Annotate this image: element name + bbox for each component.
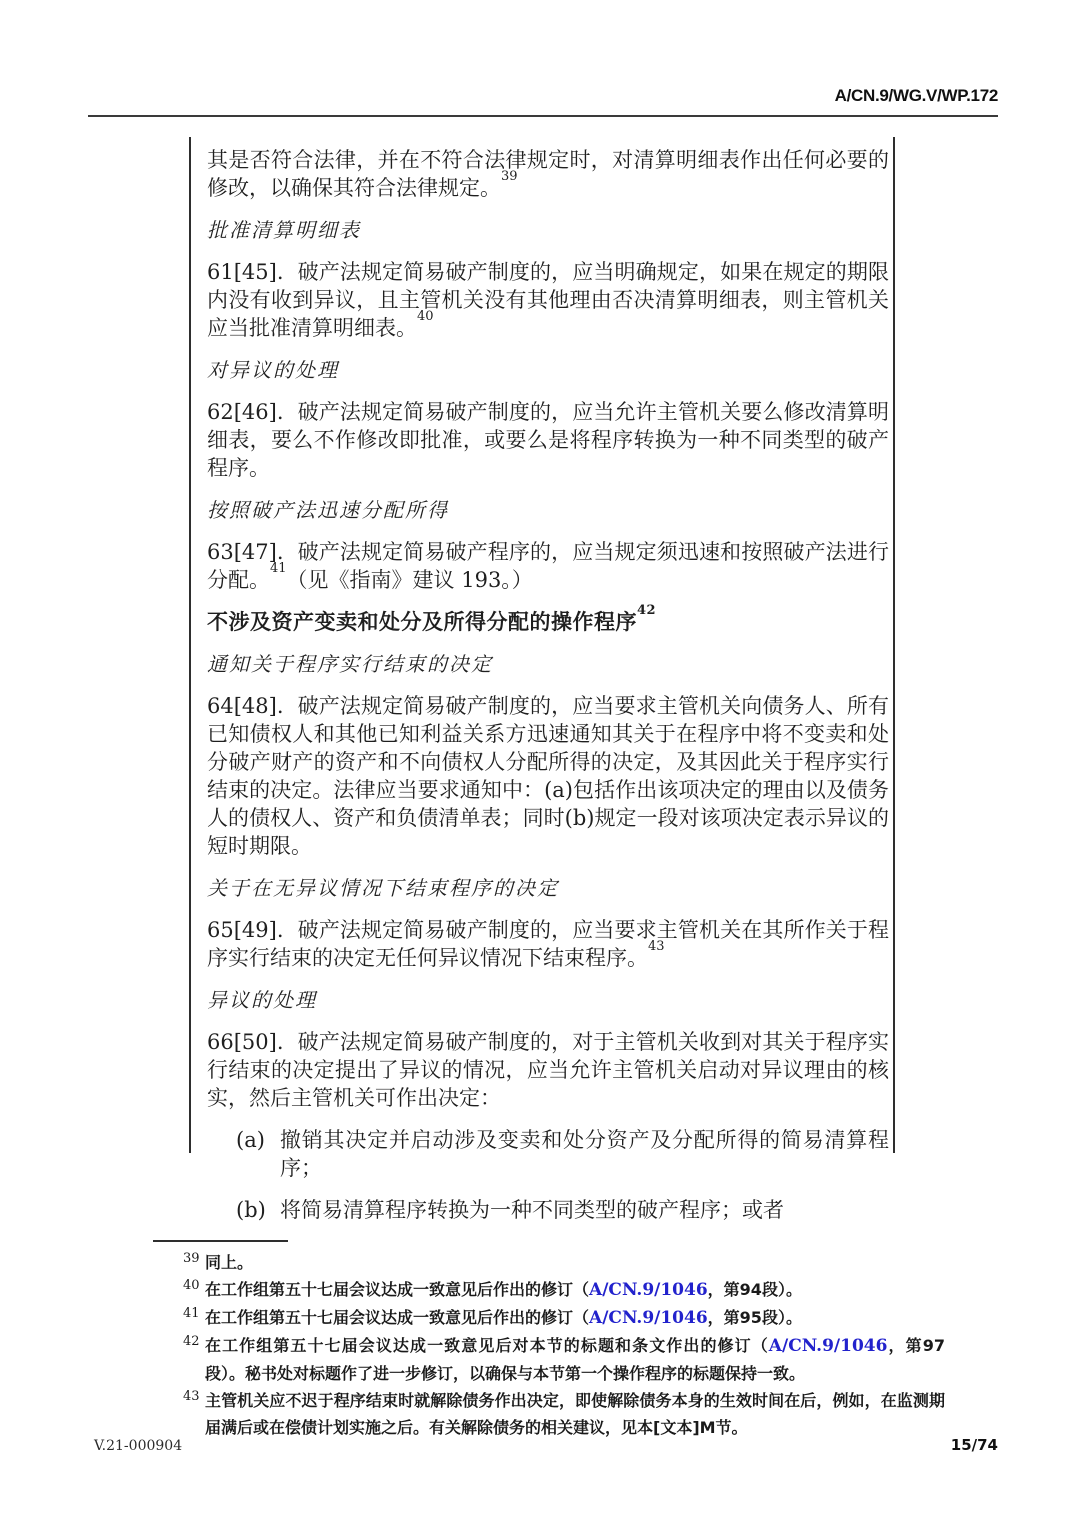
footnote-number: 39	[183, 1251, 200, 1266]
paragraph-number: 62[46].	[207, 400, 284, 424]
footnote	[183, 1332, 945, 1387]
document-link[interactable]: A/CN.9/1046	[768, 1336, 888, 1356]
text-run: 在工作组第五十七届会议达成一致意见后对本节的标题和条文作出的修订（	[205, 1336, 769, 1355]
paragraph-number: 64[48].	[207, 694, 284, 718]
section-heading	[207, 874, 889, 902]
footnote-ref: 43	[648, 939, 665, 954]
footnote-ref: 39	[501, 169, 518, 184]
paragraph	[207, 916, 889, 972]
paragraph	[207, 146, 889, 202]
paragraph	[207, 258, 889, 342]
paragraph	[207, 1028, 889, 1112]
footnote-ref: 41	[270, 561, 287, 576]
body-frame	[189, 137, 895, 1222]
footnote	[183, 1249, 945, 1276]
text-run: 破产法规定简易破产程序的，应当规定须迅速和按照破产法进行分配。	[207, 540, 889, 592]
section-heading	[207, 650, 889, 678]
paragraph	[207, 538, 889, 594]
footnote-number: 42	[183, 1334, 200, 1349]
text-run: 在工作组第五十七届会议达成一致意见后作出的修订（	[205, 1280, 590, 1299]
text-run: ，第94段）。	[707, 1280, 802, 1299]
footnote	[183, 1276, 945, 1304]
footnote-ref: 42	[637, 603, 657, 618]
text-run: 按照破产法迅速分配所得	[207, 498, 449, 522]
list-item	[207, 1126, 889, 1182]
paragraph	[207, 692, 889, 860]
text-run: 破产法规定简易破产制度的，应当允许主管机关要么修改清算明细表，要么不作修改即批准，或要么是将程序转换为一种不同类型的破产程序。	[207, 400, 889, 480]
footnote	[183, 1304, 945, 1332]
document-link[interactable]: A/CN.9/1046	[589, 1308, 708, 1328]
text-run: 异议的处理	[207, 988, 317, 1012]
text-run: 撤销其决定并启动涉及变卖和处分资产及分配所得的简易清算程序；	[280, 1128, 889, 1180]
text-run: 不涉及资产变卖和处分及所得分配的操作程序	[207, 609, 637, 634]
paragraph-number: 63[47].	[207, 540, 284, 564]
footnotes-list	[183, 1249, 945, 1441]
text-run: 破产法规定简易破产制度的，应当要求主管机关向债务人、所有已知债权人和其他已知利益关系方迅速通知其关于在程序中将不变卖和处分破产财产的资产和不向债权人分配所得的决定，及其因此关于程序实行结束的决定。法律应当要求通知中：(a)包括作出该项决定的理由以及债务人的债权人、资产和负债清单表；同时(b)规定一段对该项决定表示异议的短时期限。	[207, 694, 889, 858]
section-heading	[207, 496, 889, 524]
list-item-marker: (b)	[236, 1198, 266, 1222]
paragraph-number: 66[50].	[207, 1030, 284, 1054]
text-run: ，第95段）。	[707, 1308, 802, 1327]
footer-page-number: 15/74	[950, 1436, 998, 1454]
text-run: 破产法规定简易破产制度的，应当要求主管机关在其所作关于程序实行结束的决定无任何异议情况下结束程序。	[207, 918, 889, 970]
footnote-number: 40	[183, 1278, 200, 1293]
paragraph-number: 61[45].	[207, 260, 284, 284]
footnote	[183, 1387, 945, 1441]
paragraph	[207, 398, 889, 482]
text-run: （见《指南》建议 193。）	[286, 568, 533, 592]
text-run: 破产法规定简易破产制度的，对于主管机关收到对其关于程序实行结束的决定提出了异议的情况，应当允许主管机关启动对异议理由的核实，然后主管机关可作出决定：	[207, 1030, 889, 1110]
text-run: 批准清算明细表	[207, 218, 361, 242]
text-run: 在工作组第五十七届会议达成一致意见后作出的修订（	[205, 1308, 590, 1327]
text-run: 主管机关应不迟于程序结束时就解除债务作出决定，即使解除债务本身的生效时间在后，例如，在监测期届满后或在偿债计划实施之后。有关解除债务的相关建议，见本[文本]M节。	[205, 1391, 945, 1437]
doc-symbol: A/CN.9/WG.V/WP.172	[834, 86, 998, 105]
footer-job-number: V.21-000904	[94, 1438, 183, 1454]
footnote-separator	[153, 1240, 288, 1242]
header-rule	[88, 115, 998, 117]
footnote-ref: 40	[417, 309, 434, 324]
text-run: 关于在无异议情况下结束程序的决定	[207, 876, 559, 900]
section-heading	[207, 356, 889, 384]
text-run: 同上。	[205, 1253, 254, 1272]
text-run: 破产法规定简易破产制度的，应当明确规定，如果在规定的期限内没有收到异议，且主管机关没有其他理由否决清算明细表，则主管机关应当批准清算明细表。	[207, 260, 889, 340]
list-item	[207, 1196, 889, 1224]
text-run: 对异议的处理	[207, 358, 339, 382]
text-run: 将简易清算程序转换为一种不同类型的破产程序；或者	[280, 1198, 784, 1222]
document-link[interactable]: A/CN.9/1046	[589, 1280, 708, 1300]
list-item-marker: (a)	[236, 1128, 265, 1152]
section-heading	[207, 986, 889, 1014]
section-heading	[207, 216, 889, 244]
footnote-number: 43	[183, 1389, 200, 1404]
footnote-number: 41	[183, 1306, 200, 1321]
text-run: ，第97段）。秘书处对标题作了进一步修订，以确保与本节第一个操作程序的标题保持一致。	[205, 1336, 945, 1383]
text-run: 其是否符合法律，并在不符合法律规定时，对清算明细表作出任何必要的修改，以确保其符合法律规定。	[207, 148, 889, 200]
paragraph-number: 65[49].	[207, 918, 284, 942]
section-heading-bold	[207, 603, 889, 636]
text-run: 通知关于程序实行结束的决定	[207, 652, 493, 676]
body-text	[207, 146, 889, 1224]
